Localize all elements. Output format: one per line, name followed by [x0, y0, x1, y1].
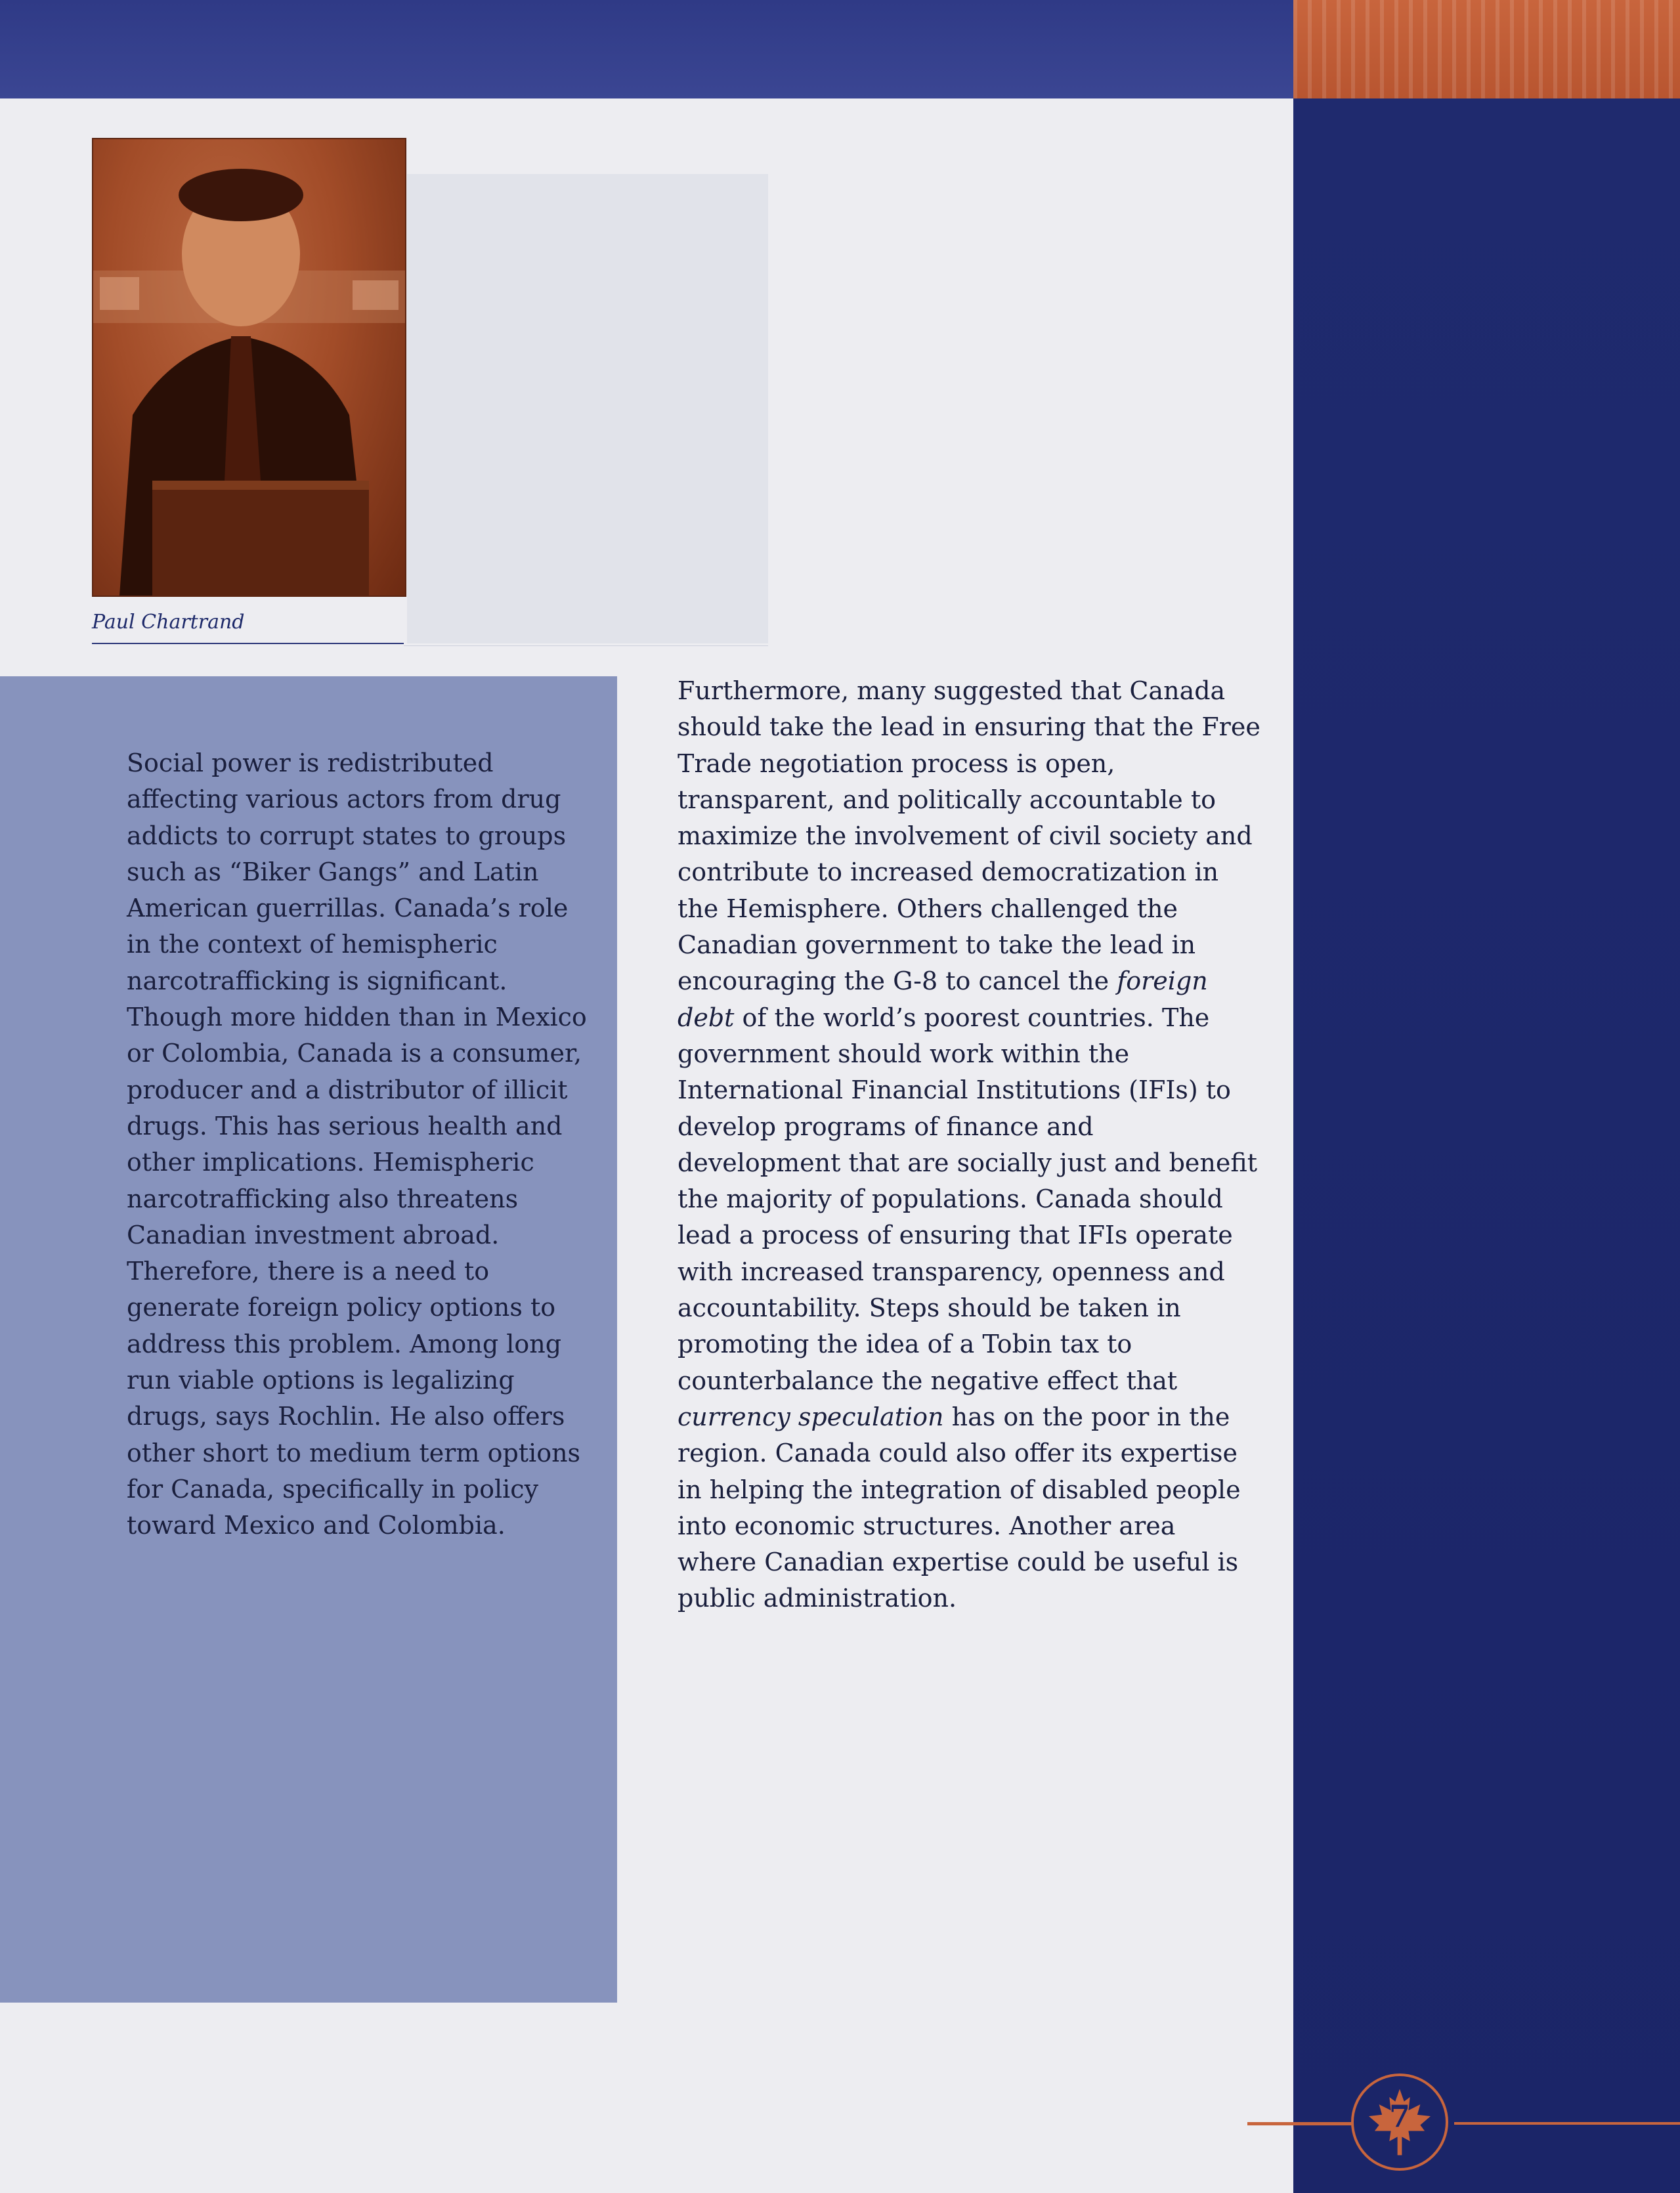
emphasis-foreign-debt: foreign debt — [678, 966, 1208, 1032]
right-navy-panel — [1293, 98, 1680, 2193]
top-header-band — [0, 0, 1293, 98]
page-number-rule-left — [1247, 2122, 1356, 2125]
emphasis-currency-speculation: currency speculation — [678, 1402, 944, 1431]
speaker-photo — [92, 138, 406, 597]
page-number-rule-right — [1454, 2122, 1680, 2125]
caption-rule — [404, 645, 768, 646]
header-corner-image — [1293, 0, 1680, 98]
page-number: 7 — [1389, 2098, 1410, 2134]
main-paragraph — [678, 673, 1262, 1617]
show-through-box — [407, 174, 768, 643]
main-paragraph-part3: has on the poor in the region. Canada could also offer its expertise in helping the integration of disabled people into economic structures. Another area where Canadian expertise could be useful is public administration. — [678, 1402, 1241, 1613]
main-paragraph-part1: Furthermore, many suggested that Canada should take the lead in ensuring that the Free Trade negotiation process is open, transparent, and politically accountable to maximize the involvement of civil society and contribute to increased democratization in the Hemisphere. Others challenged the Canadian government to take the lead in encouraging the G-8 to cancel the — [678, 676, 1260, 996]
main-paragraph-part2: of the world’s poorest countries. The government should work within the International Financial Institutions (IFIs) to develop programs of finance and development that are socially just and benefit the majority of populations. Canada should lead a process of ensuring that IFIs operate with increased transparency, openness and accountability. Steps should be taken in promoting the idea of a Tobin tax to counterbalance the negative effect that — [678, 1003, 1257, 1395]
photo-caption: Paul Chartrand — [92, 611, 404, 644]
sidebar-paragraph: Social power is redistributed affecting various actors from drug addicts to corrupt states to groups such as “Biker Gangs” and Latin American guerrillas. Canada’s role in the context of hemispheric narcotrafficking is significant. Though more hidden than in Mexico or Colombia, Canada is a consumer, producer and a distributor of illicit drugs. This has serious health and other implications. Hemispheric narcotrafficking also threatens Canadian investment abroad. Therefore, there is a need to generate foreign policy options to address this problem. Among long run viable options is legalizing drugs, says Rochlin. He also offers other short to medium term options for Canada, specifically in policy toward Mexico and Colombia. — [127, 749, 587, 1540]
page-number-badge — [1351, 2074, 1448, 2171]
